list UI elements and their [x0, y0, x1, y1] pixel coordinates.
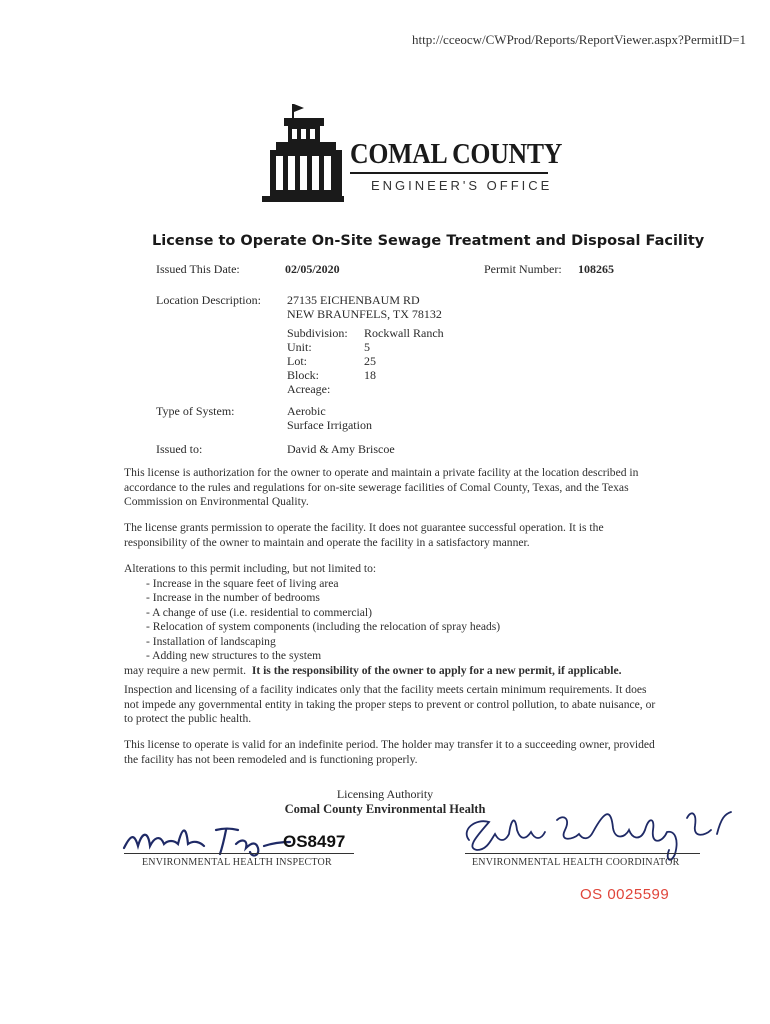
document-title: License to Operate On-Site Sewage Treatment and Disposal Facility — [152, 233, 705, 249]
office-name: ENGINEER'S OFFICE — [371, 178, 553, 193]
list-item: - Increase in the number of bedrooms — [146, 591, 656, 606]
address-line2: NEW BRAUNFELS, TX 78132 — [287, 307, 442, 321]
paragraph-inspection — [124, 683, 656, 727]
subdivision-label: Subdivision: — [287, 326, 348, 340]
lot: 25 — [364, 354, 376, 368]
paragraph-text: This license to operate is valid for an indefinite period. The holder may transfer it to a succeeding owner, provided the facility has not been remodeled and is functioning properly. — [124, 738, 655, 766]
paragraph-permission — [124, 521, 656, 550]
new-permit-note — [124, 664, 656, 679]
report-url: http://cceocw/CWProd/Reports/ReportViewer.aspx?PermitID=1 — [412, 32, 747, 47]
permit-number-label: Permit Number: — [484, 262, 562, 276]
licensing-authority-label: Licensing Authority — [336, 787, 434, 801]
org-name: COMAL COUNTY — [350, 139, 563, 170]
block-label: Block: — [287, 368, 319, 382]
issued-date: 02/05/2020 — [285, 262, 340, 276]
coordinator-signature-line — [465, 853, 700, 854]
paragraph-text: Inspection and licensing of a facility indicates only that the facility meets certain minimum requirements. It does not impede any governmental entity in taking the proper steps to prevent or control pollution, to abate nuisance, or to protect the public health. — [124, 683, 656, 725]
location-label: Location Description: — [156, 293, 261, 307]
system-type-label: Type of System: — [156, 404, 235, 418]
acreage-label: Acreage: — [287, 382, 331, 396]
inspector-signature-line — [124, 853, 354, 854]
list-item: - Adding new structures to the system — [146, 649, 656, 664]
list-item: - Increase in the square feet of living area — [146, 577, 656, 592]
alterations-intro: Alterations to this permit including, but not limited to: — [124, 562, 377, 575]
logo-rule — [350, 172, 548, 174]
alterations-block — [124, 562, 656, 678]
responsibility-text: It is the responsibility of the owner to apply for a new permit, if applicable. — [251, 663, 622, 677]
unit: 5 — [364, 340, 370, 354]
issued-to: David & Amy Briscoe — [287, 442, 395, 456]
lot-label: Lot: — [287, 354, 307, 368]
list-item: - A change of use (i.e. residential to commercial) — [146, 606, 656, 621]
inspector-title: ENVIRONMENTAL HEALTH INSPECTOR — [142, 857, 332, 868]
unit-label: Unit: — [287, 340, 312, 354]
permit-number: 108265 — [578, 262, 614, 276]
may-require-text: may require a new permit. — [124, 663, 247, 677]
paragraph-text: This license is authorization for the owner to operate and maintain a private facility at the location described in accordance to the rules and regulations for on-site sewerage facilities of Comal County, Texas, and the Texas Commission on Environmental Quality. — [124, 466, 639, 508]
paragraph-validity — [124, 738, 656, 767]
licensing-authority-name: Comal County Environmental Health — [284, 802, 486, 816]
system-type-line1: Aerobic — [287, 404, 326, 418]
block: 18 — [364, 368, 376, 382]
address-line1: 27135 EICHENBAUM RD — [287, 293, 420, 307]
subdivision: Rockwall Ranch — [364, 326, 444, 340]
list-item: - Relocation of system components (including the relocation of spray heads) — [146, 620, 656, 635]
document-number-stamp: OS 0025599 — [580, 886, 670, 903]
issued-to-label: Issued to: — [156, 442, 203, 456]
inspector-code-stamp: OS8497 — [283, 832, 346, 851]
courthouse-logo-icon — [262, 104, 344, 202]
alterations-list — [124, 577, 656, 664]
paragraph-text: The license grants permission to operate the facility. It does not guarantee successful operation. It is the responsibility of the owner to maintain and operate the facility in a satisfactory manner. — [124, 521, 604, 549]
coordinator-title: ENVIRONMENTAL HEALTH COORDINATOR — [472, 857, 680, 868]
paragraph-authorization — [124, 466, 656, 510]
list-item: - Installation of landscaping — [146, 635, 656, 650]
system-type-line2: Surface Irrigation — [287, 418, 372, 432]
issued-date-label: Issued This Date: — [156, 262, 240, 276]
